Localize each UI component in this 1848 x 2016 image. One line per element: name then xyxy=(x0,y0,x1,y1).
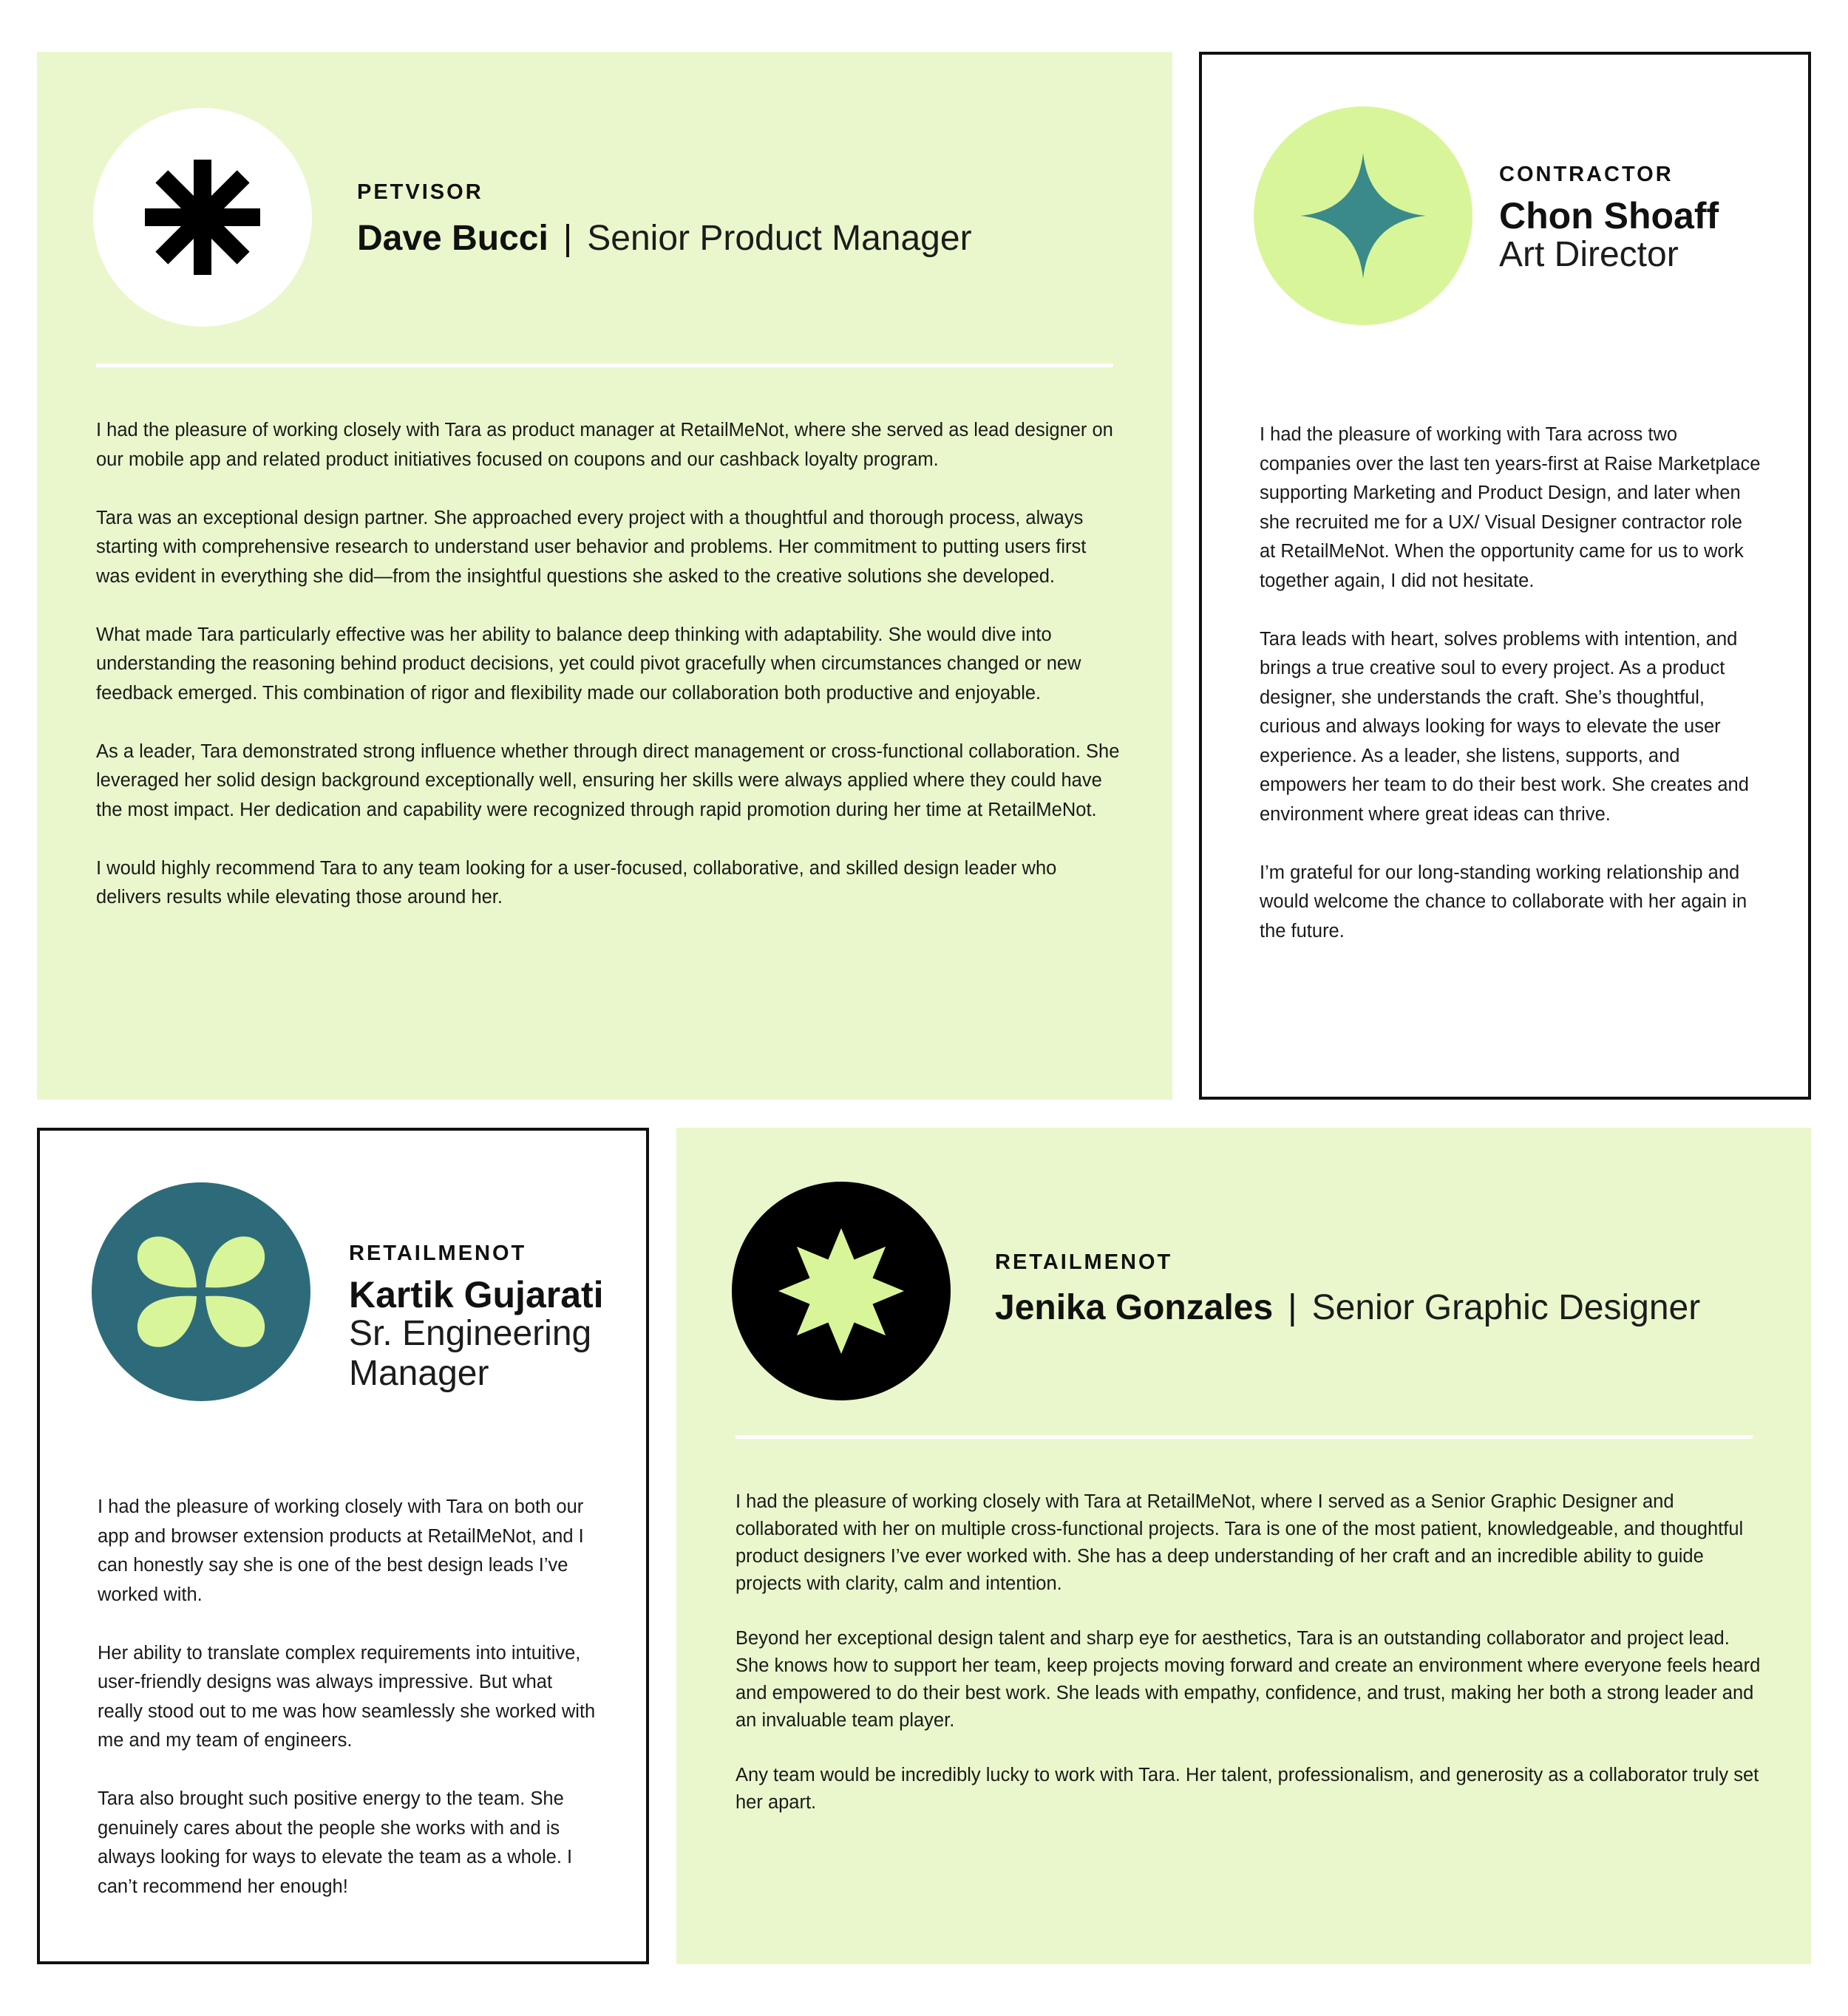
testimonial-text xyxy=(96,416,1124,941)
person-name: Kartik Gujarati xyxy=(349,1274,604,1315)
paragraph: I had the pleasure of working with Tara across two companies over the last ten years-first at Raise Marketplace supporting Marketing and Product Design, and later when she recruited me for a UX/ Visual Designer contractor role at RetailMeNot. When the opportunity came for us to work together again, I did not hesitate. xyxy=(1260,424,1761,591)
testimonial-text xyxy=(98,1493,600,1931)
person-role: Sr. Engineering Manager xyxy=(349,1314,592,1393)
divider xyxy=(96,364,1113,367)
testimonial-card-dave xyxy=(37,52,1172,1100)
avatar xyxy=(92,1182,310,1401)
eight-point-star-icon xyxy=(771,1221,911,1361)
person-name: Dave Bucci xyxy=(357,219,548,258)
name-role-line xyxy=(995,1287,1700,1328)
paragraph: Tara leads with heart, solves problems with intention, and brings a true creative soul to every project. As a product designer, she understands the craft. She’s thoughtful, curious and always looking for ways to elevate the user experience. As a leader, she listens, supports, and empowers her team to do their best work. She creates and environment where great ideas can thrive. xyxy=(1260,628,1749,825)
person-role: Senior Product Manager xyxy=(587,219,972,258)
avatar xyxy=(732,1182,951,1400)
person-name: Jenika Gonzales xyxy=(995,1288,1274,1327)
paragraph: I had the pleasure of working closely with Tara at RetailMeNot, where I served as a Senior Graphic Designer and collaborated with her on multiple cross-functional projects. Tara is one of the most patient, knowledgeable, and thoughtful product designers I’ve ever worked with. She has a deep understanding of her craft and an incredible ability to guide projects with clarity, calm and intention. xyxy=(736,1491,1744,1594)
testimonial-card-kartik xyxy=(37,1128,649,1964)
clover-icon xyxy=(131,1222,271,1362)
company-name: RETAILMENOT xyxy=(995,1250,1173,1274)
paragraph: Tara also brought such positive energy to the team. She genuinely cares about the people she works with and is always looking for ways to elevate the team as a whole. I can’t recommend her enough! xyxy=(98,1788,573,1897)
paragraph: I’m grateful for our long-standing working relationship and would welcome the chance to collaborate with her again in the future. xyxy=(1260,862,1747,941)
paragraph: Beyond her exceptional design talent and sharp eye for aesthetics, Tara is an outstanding collaborator and project lead. She knows how to support her team, keep projects moving forward and create an environment where everyone feels heard and empowered to do their best work. She leads with empathy, confidence, and trust, making her both a strong leader and an invaluable team player. xyxy=(736,1628,1761,1731)
clover-leaf xyxy=(137,1236,197,1287)
paragraph: I would highly recommend Tara to any team looking for a user-focused, collaborative, and skilled design leader who delivers results while elevating those around her. xyxy=(96,857,1057,907)
person-role: Senior Graphic Designer xyxy=(1311,1288,1701,1327)
name-role-line xyxy=(357,218,972,259)
company-name: PETVISOR xyxy=(357,180,483,204)
paragraph: What made Tara particularly effective was her ability to balance deep thinking with adaptability. She would dive into understanding the reasoning behind product decisions, yet could pivot gracefully when circumstances changed or new feedback emerged. This combination of rigor and flexibility made our collaboration both productive and enjoyable. xyxy=(96,624,1081,704)
person-role: Art Director xyxy=(1499,235,1679,274)
clover-leaf xyxy=(205,1296,265,1347)
paragraph: I had the pleasure of working closely with Tara as product manager at RetailMeNot, where she served as lead designer on our mobile app and related product initiatives focused on coupons and our cashback loyalty program. xyxy=(96,420,1113,470)
separator: | xyxy=(563,219,573,258)
paragraph: Her ability to translate complex requirements into intuitive, user-friendly designs was always impressive. But what really stood out to me was how seamlessly she worked with me and my team of engineers. xyxy=(98,1642,596,1751)
clover-leaf xyxy=(205,1236,265,1287)
divider xyxy=(736,1435,1753,1439)
paragraph: Any team would be incredibly lucky to work with Tara. Her talent, professionalism, and generosity as a collaborator truly set her apart. xyxy=(736,1765,1759,1813)
testimonial-text xyxy=(736,1488,1763,1844)
clover-leaf xyxy=(137,1296,197,1347)
testimonial-card-chon xyxy=(1199,52,1811,1100)
separator: | xyxy=(1288,1288,1297,1327)
company-name: CONTRACTOR xyxy=(1499,163,1674,186)
avatar xyxy=(1254,106,1472,325)
testimonial-text xyxy=(1260,420,1762,975)
avatar xyxy=(93,108,312,327)
testimonial-card-jenika xyxy=(676,1128,1811,1964)
four-point-star-icon xyxy=(1293,146,1433,286)
paragraph: I had the pleasure of working closely with Tara on both our app and browser extension products at RetailMeNot, and I can honestly say she is one of the best design leads I’ve worked with. xyxy=(98,1496,584,1605)
person-name: Chon Shoaff xyxy=(1499,195,1719,236)
paragraph: Tara was an exceptional design partner. She approached every project with a thoughtful and thorough process, always starting with comprehensive research to understand user behavior and problems. Her commitment to putting users first was evident in everything she did—from the insightful questions she asked to the creative solutions she developed. xyxy=(96,507,1087,587)
asterisk-icon xyxy=(136,151,269,284)
company-name: RETAILMENOT xyxy=(349,1242,527,1265)
paragraph: As a leader, Tara demonstrated strong influence whether through direct management or cross-functional collaboration. She leveraged her solid design background exceptionally well, ensuring her skills were always applied where they could have the most impact. Her dedication and capability were recognized through rapid promotion during her time at RetailMeNot. xyxy=(96,740,1120,820)
